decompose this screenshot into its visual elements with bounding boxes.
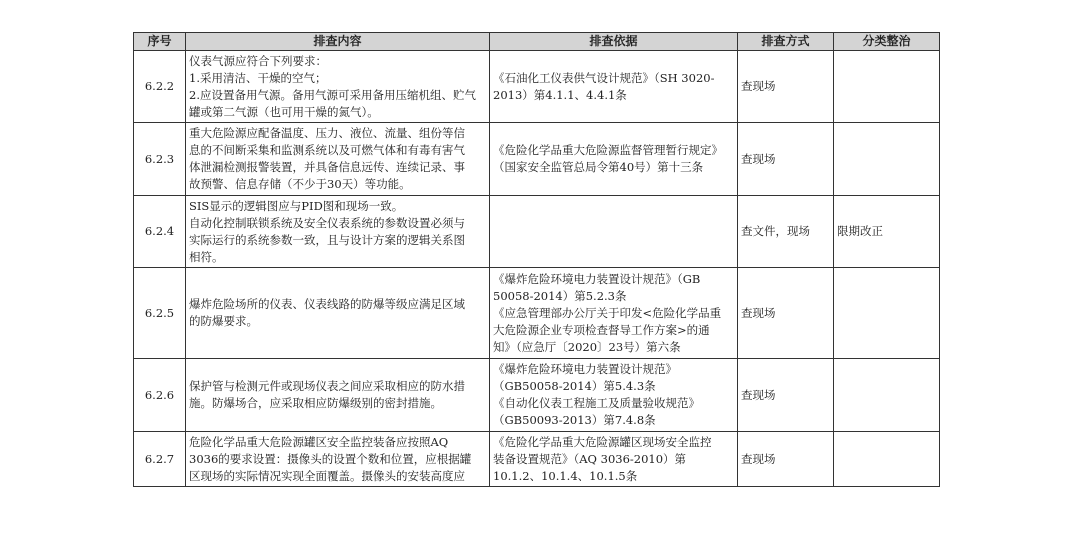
table-row <box>134 51 940 123</box>
content-line: 仪表气源应符合下列要求： <box>189 53 327 68</box>
header-no: 序号 <box>134 33 186 51</box>
basis-line: 《石油化工仪表供气设计规范》（SH 3020- <box>493 70 715 85</box>
content-line: 实际运行的系统参数一致，且与设计方案的逻辑关系图 <box>189 232 465 247</box>
basis-line: 大危险源企业专项检查督导工作方案>的通 <box>493 322 710 337</box>
row-basis <box>490 359 738 432</box>
row-number: 6.2.6 <box>134 359 186 432</box>
row-method: 查现场 <box>738 123 834 196</box>
basis-line: 50058-2014）第5.2.3条 <box>493 288 627 303</box>
content-line: 自动化控制联锁系统及安全仪表系统的参数设置必须与 <box>189 215 465 230</box>
row-number: 6.2.2 <box>134 51 186 123</box>
content-line: 的防爆要求。 <box>189 314 258 328</box>
basis-line: （GB50093-2013）第7.4.8条 <box>493 413 656 427</box>
basis-line: 10.1.2、10.1.4、10.1.5条 <box>493 468 638 483</box>
row-rectify: 限期改正 <box>834 196 940 268</box>
basis-line: 《危险化学品重大危险源罐区现场安全监控 <box>493 434 712 449</box>
header-basis: 排查依据 <box>490 33 738 51</box>
table-row <box>134 196 940 268</box>
content-line: 区现场的实际情况实现全面覆盖。摄像头的安装高度应 <box>189 468 465 483</box>
content-line: 息的不间断采集和监测系统以及可燃气体和有毒有害气 <box>189 143 465 157</box>
row-rectify <box>834 359 940 432</box>
basis-line: 《危险化学品重大危险源监督管理暂行规定》 <box>493 143 723 157</box>
content-line: 危险化学品重大危险源罐区安全监控装备应按照AQ <box>189 434 449 449</box>
row-basis <box>490 123 738 196</box>
row-content <box>186 432 490 487</box>
row-content <box>186 51 490 123</box>
row-content <box>186 359 490 432</box>
basis-line: 《应急管理部办公厅关于印发<危险化学品重 <box>493 305 722 320</box>
table-row <box>134 268 940 359</box>
row-method: 查现场 <box>738 359 834 432</box>
content-line: SIS显示的逻辑图应与PID图和现场一致。 <box>189 198 404 213</box>
basis-line: 《爆炸危险环境电力装置设计规范》 <box>493 362 677 376</box>
table-row <box>134 432 940 487</box>
content-line: 施。防爆场合，应采取相应防爆级别的密封措施。 <box>189 396 442 410</box>
header-content: 排查内容 <box>186 33 490 51</box>
basis-line: 装备设置规范》（AQ 3036-2010）第 <box>493 451 687 466</box>
row-rectify <box>834 432 940 487</box>
content-line: 罐或第二气源（也可用干燥的氮气）。 <box>189 104 379 119</box>
content-line: 重大危险源应配备温度、压力、液位、流量、组份等信 <box>189 126 465 140</box>
content-line: 爆炸危险场所的仪表、仪表线路的防爆等级应满足区域 <box>189 297 465 311</box>
row-content <box>186 123 490 196</box>
content-line: 体泄漏检测报警装置，并具备信息远传、连续记录、事 <box>189 160 465 174</box>
row-method: 查现场 <box>738 432 834 487</box>
content-line: 3036的要求设置：摄像头的设置个数和位置，应根据罐 <box>189 451 472 466</box>
row-rectify <box>834 268 940 359</box>
row-number: 6.2.7 <box>134 432 186 487</box>
row-method: 查文件，现场 <box>738 196 834 268</box>
basis-line: 《自动化仪表工程施工及质量验收规范》 <box>493 396 700 410</box>
row-content <box>186 196 490 268</box>
basis-line: （国家安全监管总局令第40号）第十三条 <box>493 160 704 174</box>
row-content <box>186 268 490 359</box>
row-method: 查现场 <box>738 268 834 359</box>
basis-line: （GB50058-2014）第5.4.3条 <box>493 379 656 393</box>
row-number: 6.2.4 <box>134 196 186 268</box>
content-line: 保护管与检测元件或现场仪表之间应采取相应的防水措 <box>189 379 465 393</box>
row-basis <box>490 432 738 487</box>
content-line: 1.采用清洁、干燥的空气； <box>189 70 327 85</box>
basis-line: 2013）第4.1.1、4.4.1条 <box>493 87 627 102</box>
row-rectify <box>834 51 940 123</box>
row-rectify <box>834 123 940 196</box>
row-basis <box>490 268 738 359</box>
inspection-table <box>133 32 940 487</box>
basis-line: 知》（应急厅〔2020〕23号）第六条 <box>493 339 681 354</box>
header-rectify: 分类整治 <box>834 33 940 51</box>
header-method: 排查方式 <box>738 33 834 51</box>
content-line: 相符。 <box>189 249 224 264</box>
row-basis <box>490 196 738 268</box>
content-line: 2.应设置备用气源。备用气源可采用备用压缩机组、贮气 <box>189 87 476 102</box>
row-basis <box>490 51 738 123</box>
row-number: 6.2.3 <box>134 123 186 196</box>
table-row <box>134 123 940 196</box>
content-line: 故预警、信息存储（不少于30天）等功能。 <box>189 177 411 191</box>
table-header-row <box>134 33 940 51</box>
row-method: 查现场 <box>738 51 834 123</box>
table-row <box>134 359 940 432</box>
row-number: 6.2.5 <box>134 268 186 359</box>
basis-line: 《爆炸危险环境电力装置设计规范》（GB <box>493 271 701 286</box>
